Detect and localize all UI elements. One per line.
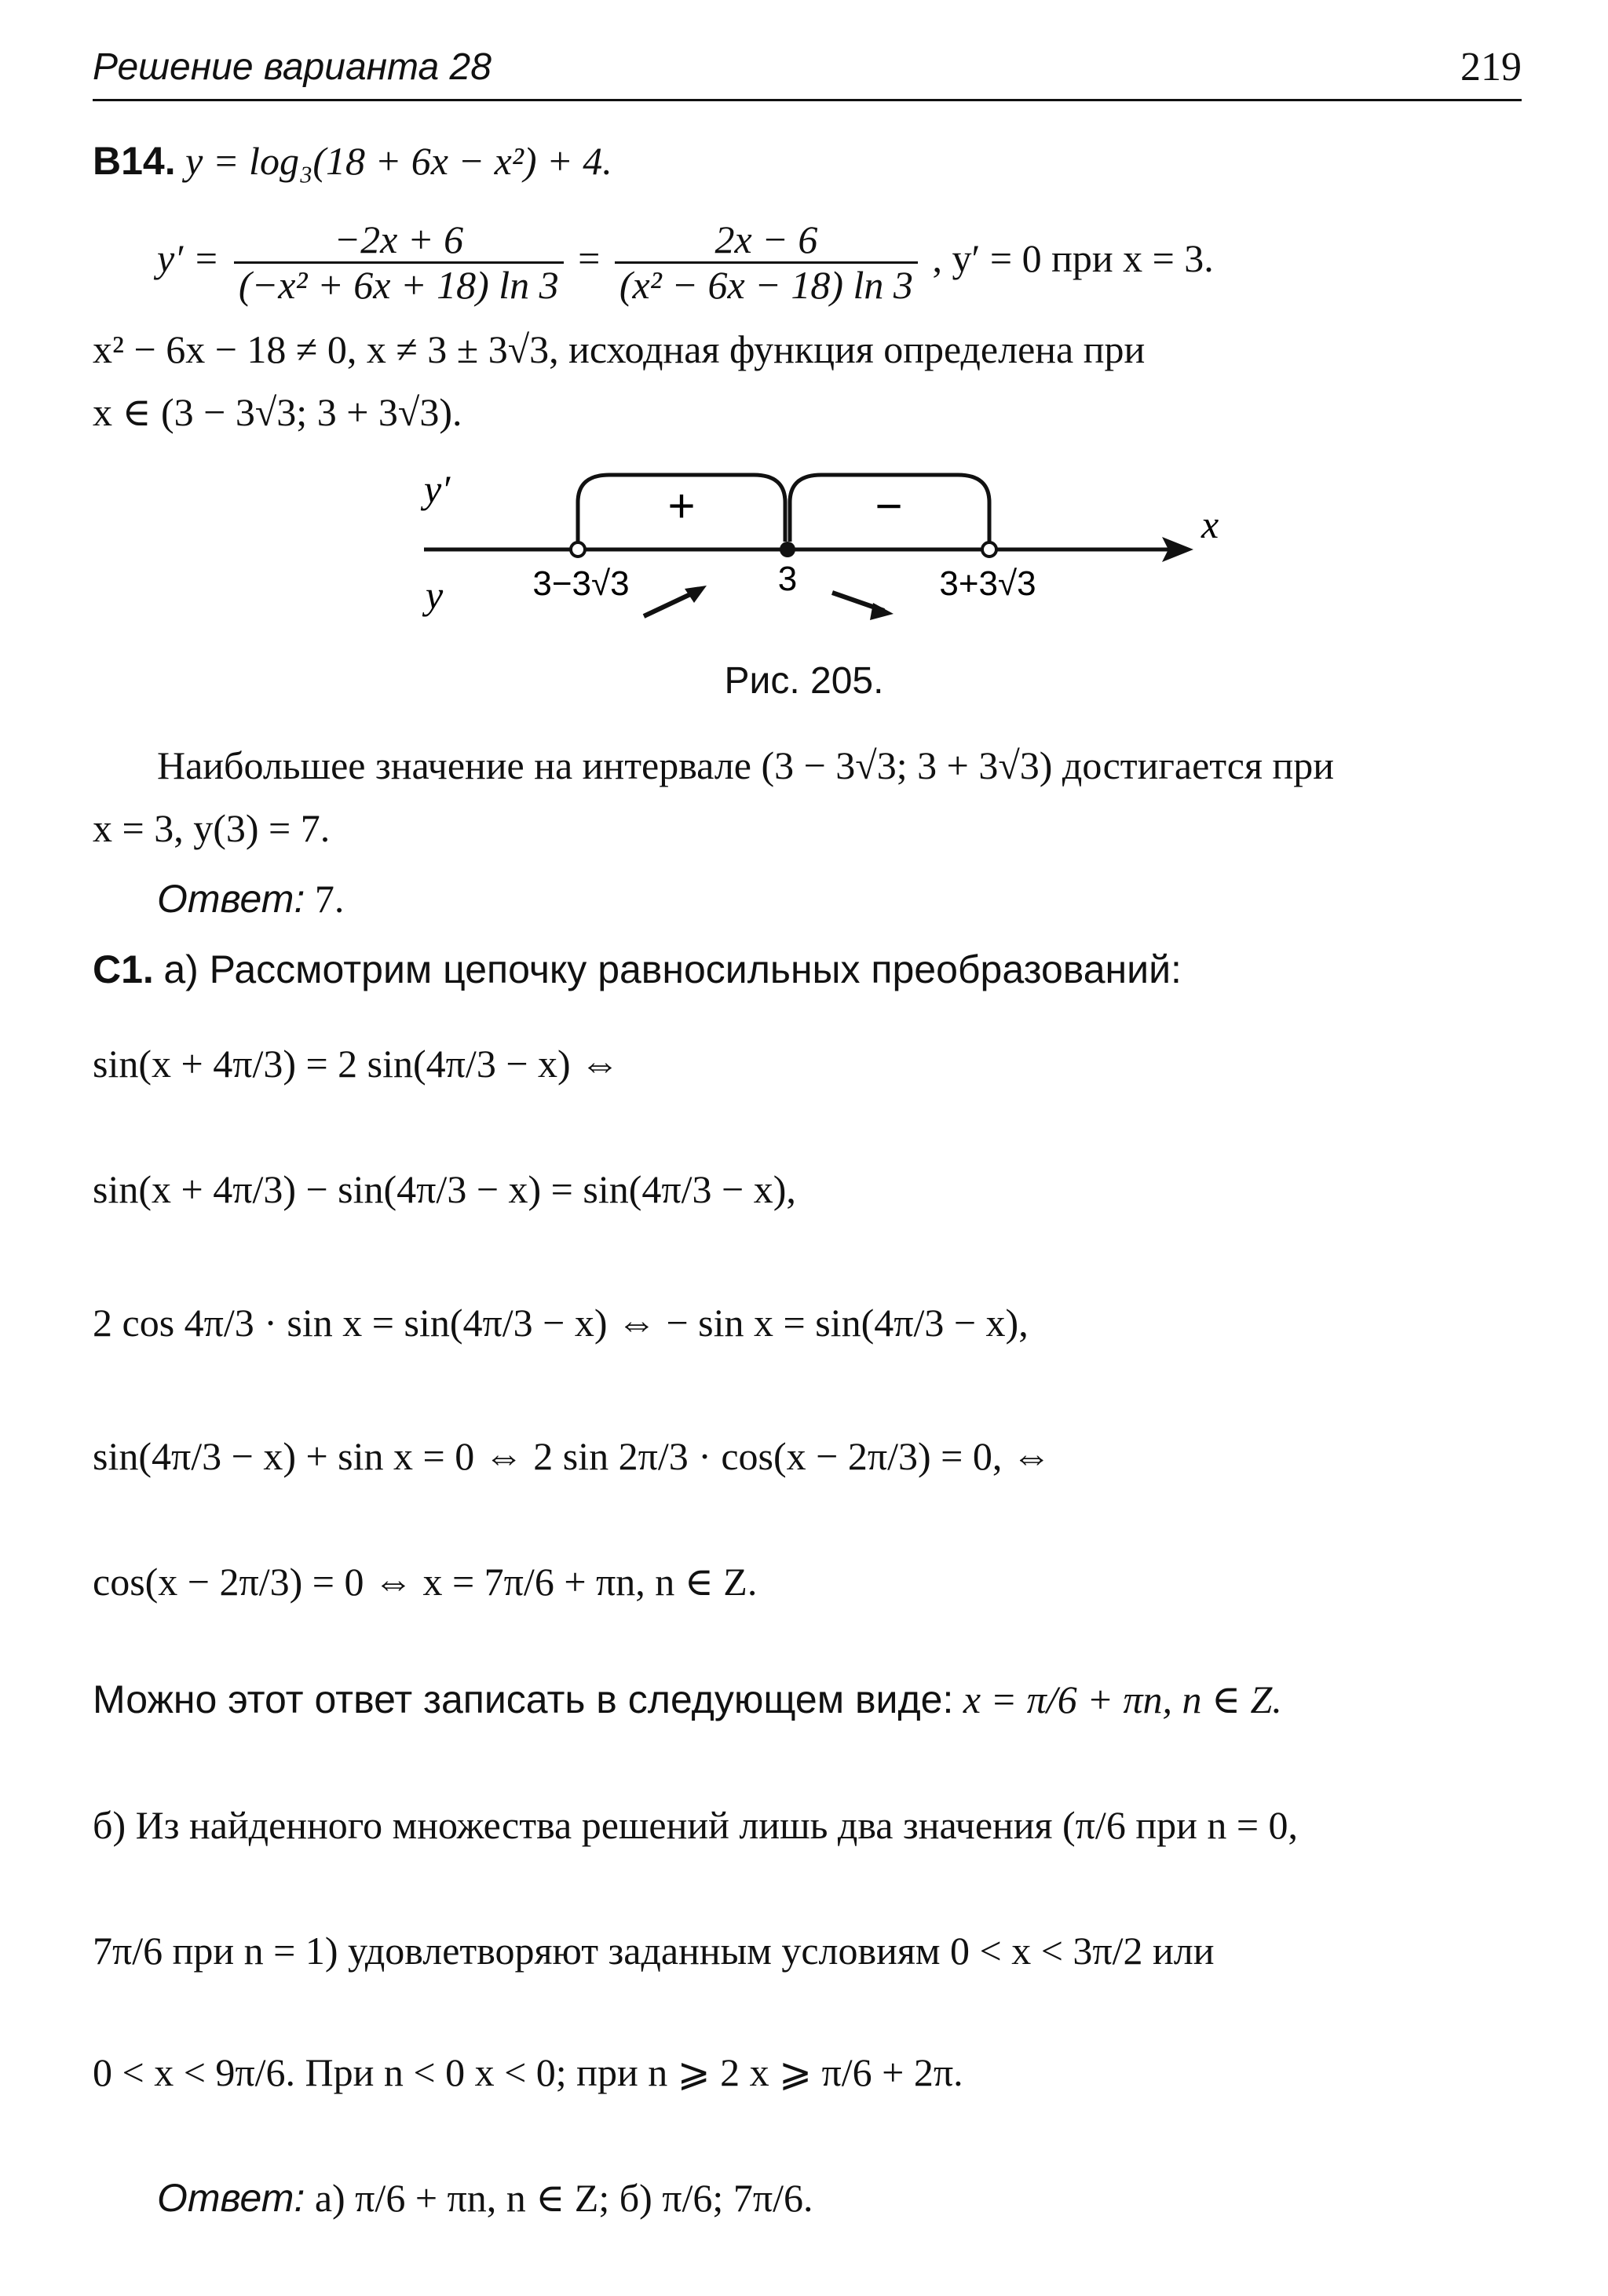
c1-part-b-line-1: б) Из найденного множества решений лишь два значения (π/6 при n = 0, [93, 1803, 1299, 1847]
running-header-title: Решение варианта 28 [93, 46, 492, 88]
b14-answer [157, 877, 1522, 921]
c1-equation-5: cos(x − 2π/3) = 0 ⇔ x = 7π/6 + πn, n ∈ Z. [93, 1560, 758, 1604]
axis-label-x: x [1201, 502, 1219, 546]
derivative-zero-note: , y′ = 0 при x = 3. [932, 235, 1214, 280]
b14-task: y = log₃(18 + 6x − x²) + 4. [185, 139, 612, 183]
c1-alt-form-line [93, 1677, 1522, 1721]
c1-answer [157, 2178, 1522, 2218]
b14-task-line [93, 141, 1522, 181]
point-label-right: 3+3√3 [939, 564, 1036, 603]
sign-chart-figure [408, 455, 1256, 636]
c1-equation-4: sin(4π/3 − x) + sin x = 0 ⇔ 2 sin 2π/3 · cos(x − 2π/3) = 0, ⇔ [93, 1434, 1051, 1478]
c1-equation-1: sin(x + 4π/3) = 2 sin(4π/3 − x) ⇔ [93, 1042, 620, 1086]
fraction-1-numerator: −2x + 6 [234, 218, 564, 264]
derivative-fraction-1 [234, 218, 564, 307]
sign-plus: + [667, 480, 696, 532]
conclusion-line-1: Наибольшее значение на интервале (3 − 3√3; 3 + 3√3) достигается при [157, 743, 1334, 787]
point-label-left: 3−3√3 [532, 564, 630, 603]
decreasing-arrowhead [870, 603, 894, 620]
header-rule [93, 99, 1522, 101]
open-point-left [571, 542, 585, 557]
domain-line-1: x² − 6x − 18 ≠ 0, x ≠ 3 ± 3√3, исходная функция определена при [93, 327, 1146, 371]
c1-intro: а) Рассмотрим цепочку равносильных преобразований: [163, 947, 1182, 991]
c1-answer-label: Ответ: [157, 2176, 305, 2220]
domain-line-2: x ∈ (3 − 3√3; 3 + 3√3). [93, 390, 462, 434]
row-label-derivative: y′ [424, 467, 451, 511]
figure-caption: Рис. 205. [724, 660, 884, 702]
answer-value: 7. [314, 877, 345, 921]
derivative-lhs: y′ = [157, 235, 220, 280]
critical-point-mid [780, 542, 795, 557]
row-label-function: y [426, 573, 444, 617]
fraction-2-numerator: 2x − 6 [615, 218, 918, 264]
c1-equation-3: 2 cos 4π/3 · sin x = sin(4π/3 − x) ⇔ − sin x = sin(4π/3 − x), [93, 1301, 1029, 1345]
c1-part-b-line-2: 7π/6 при n = 1) удовлетворяют заданным условиям 0 < x < 3π/2 или [93, 1929, 1215, 1973]
sign-minus: − [875, 480, 903, 532]
fraction-1-denominator: (−x² + 6x + 18) ln 3 [238, 263, 559, 307]
alt-form-formula: x = π/6 + πn, n ∈ Z. [963, 1677, 1282, 1721]
page-number: 219 [1460, 45, 1522, 89]
c1-equation-2: sin(x + 4π/3) − sin(4π/3 − x) = sin(4π/3 − x), [93, 1167, 796, 1211]
c1-label: C1. [93, 947, 154, 991]
answer-label: Ответ: [157, 877, 305, 921]
alt-form-text: Можно этот ответ записать в следующем виде: [93, 1677, 954, 1721]
derivative-fraction-2 [615, 218, 918, 307]
c1-part-b-line-3: 0 < x < 9π/6. При n < 0 x < 0; при n ⩾ 2 x ⩾ π/6 + 2π. [93, 2050, 963, 2094]
c1-intro-line [93, 947, 1522, 991]
open-point-right [982, 542, 996, 557]
c1-answer-value: а) π/6 + πn, n ∈ Z; б) π/6; 7π/6. [314, 2176, 813, 2220]
b14-derivative-line [157, 218, 1522, 307]
b14-label: B14. [93, 139, 176, 183]
equals-sign: = [578, 235, 601, 280]
fraction-2-denominator: (x² − 6x − 18) ln 3 [619, 263, 913, 307]
conclusion-line-2: x = 3, y(3) = 7. [93, 806, 331, 850]
point-label-mid: 3 [777, 560, 798, 598]
